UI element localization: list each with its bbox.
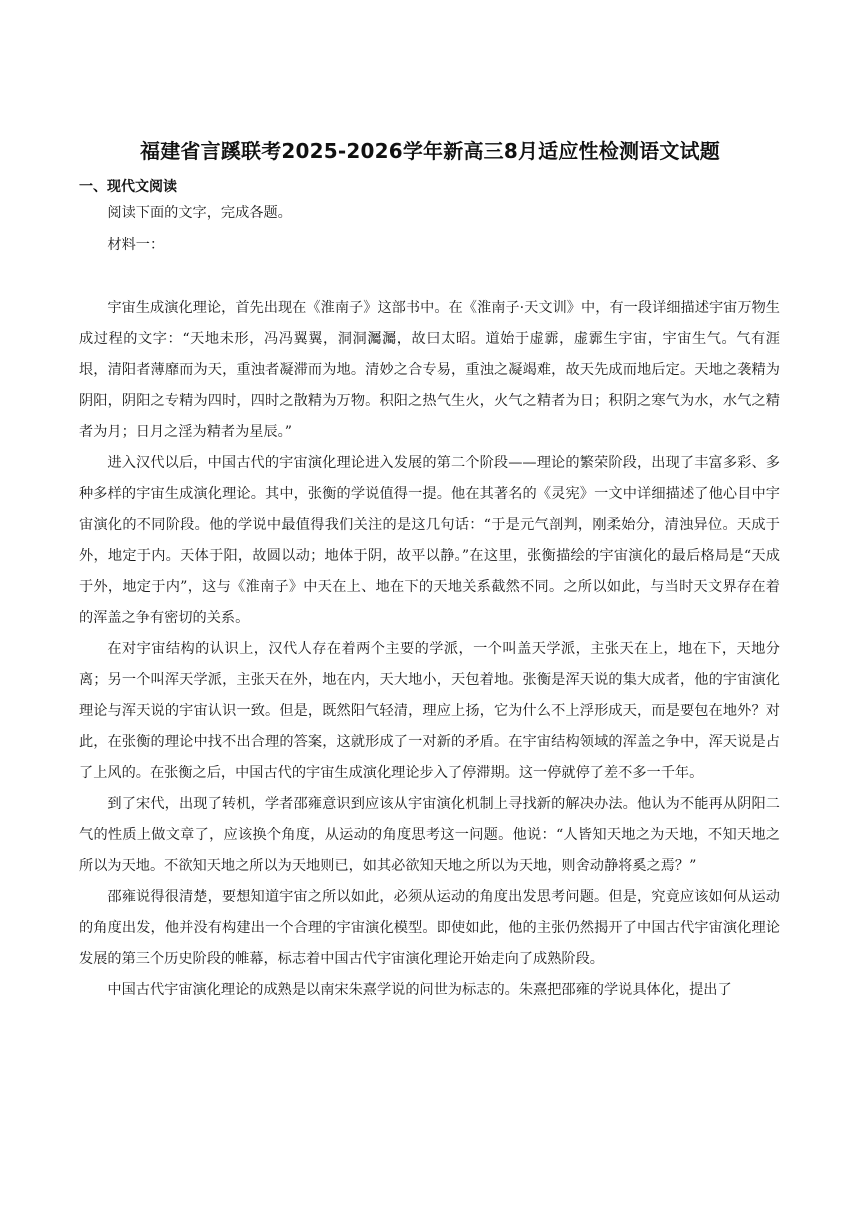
passage-paragraph-5: 邵雍说得很清楚，要想知道宇宙之所以如此，必须从运动的角度出发思考问题。但是，究竟应该如何从运动的角度出发，他并没有构建出一个合理的宇宙演化模型。即使如此，他的主张仍然揭开了中国古代宇宙演化理论发展的第三个历史阶段的帷幕，标志着中国古代宇宙演化理论开始走向了成熟阶段。 <box>79 889 780 967</box>
document-title: 福建省言蹊联考2025-2026学年新高三8月适应性检测语文试题 <box>140 139 720 163</box>
passage-paragraph-3: 在对宇宙结构的认识上，汉代人存在着两个主要的学派，一个叫盖天学派，主张天在上，地在下，天地分离；另一个叫浑天学派，主张天在外，地在内，天大地小，天包着地。张衡是浑天说的集大成者，他的宇宙演化理论与浑天说的宇宙认识一致。但是，既然阳气轻清，理应上扬，它为什么不上浮形成天，而是要包在地外？对此，在张衡的理论中找不出合理的答案，这就形成了一对新的矛盾。在宇宙结构领域的浑盖之争中，浑天说是占了上风的。在张衡之后，中国古代的宇宙生成演化理论步入了停滞期。这一停就停了差不多一千年。 <box>79 641 780 781</box>
instruction-paragraph: 阅读下面的文字，完成各题。 <box>107 205 292 221</box>
passage-paragraph-6: 中国古代宇宙演化理论的成熟是以南宋朱熹学说的问世为标志的。朱熹把邵雍的学说具体化，提出了 <box>107 982 732 998</box>
section-heading: 一、现代文阅读 <box>79 179 177 195</box>
reading-passage <box>79 293 780 1006</box>
material-label-text: 材料一： <box>107 237 165 253</box>
material-label <box>79 230 780 261</box>
passage-paragraph-2: 进入汉代以后，中国古代的宇宙演化理论进入发展的第二个阶段——理论的繁荣阶段，出现了丰富多彩、多种多样的宇宙生成演化理论。其中，张衡的学说值得一提。他在其著名的《灵宪》一文中详细描述了他心目中宇宙演化的不同阶段。他的学说中最值得我们关注的是这几句话：“于是元气剖判，刚柔始分，清浊异位。天成于外，地定于内。天体于阳，故圆以动；地体于阴，故平以静。”在这里，张衡描绘的宇宙演化的最后格局是“天成于外，地定于内”，这与《淮南子》中天在上、地在下的天地关系截然不同。之所以如此，与当时天文界存在着的浑盖之争有密切的关系。 <box>79 455 780 626</box>
passage-paragraph-4: 到了宋代，出现了转机，学者邵雍意识到应该从宇宙演化机制上寻找新的解决办法。他认为不能再从阴阳二气的性质上做文章了，应该换个角度，从运动的角度思考这一问题。他说：“人皆知天地之为天地，不知天地之所以为天地。不欲知天地之所以为天地则已，如其必欲知天地之所以为天地，则舍动静将奚之焉？” <box>79 796 780 874</box>
passage-paragraph-1: 宇宙生成演化理论，首先出现在《淮南子》这部书中。在《淮南子·天文训》中，有一段详细描述宇宙万物生成过程的文字：“天地未形，冯冯翼翼，洞洞灟灟，故曰太昭。道始于虚霩，虚霩生宇宙，宇宙生气。气有涯垠，清阳者薄靡而为天，重浊者凝滞而为地。清妙之合专易，重浊之凝竭难，故天先成而地后定。天地之袭精为阴阳，阴阳之专精为四时，四时之散精为万物。积阳之热气生火，火气之精者为日；积阴之寒气为水，水气之精者为月；日月之淫为精者为星辰。” <box>79 300 780 440</box>
instruction-text <box>79 198 780 229</box>
